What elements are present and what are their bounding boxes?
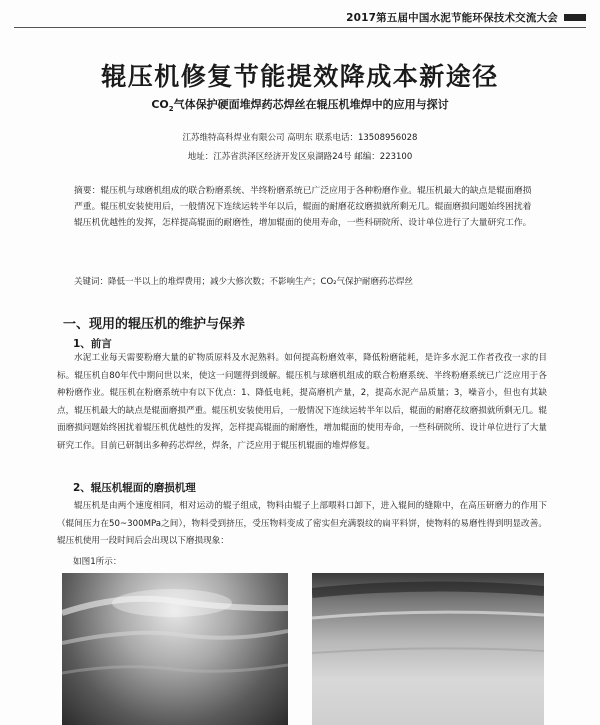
abstract: 摘要：辊压机与球磨机组成的联合粉磨系统、半终粉磨系统已广泛应用于各种粉磨作业。辊压机最大的缺点是辊面磨损严重。辊压机安装使用后，一般情况下连续运转半年以后，辊面的耐磨花纹磨损就所剩无几。辊面磨损问题始终困扰着辊压机优越性的发挥，怎样提高辊面的耐磨性，增加辊面的使用寿命，一些科研院所、设计单位进行了大量研究工作。 bbox=[74, 186, 532, 228]
header-rule bbox=[14, 27, 586, 28]
conference-title: 2017第五届中国水泥节能环保技术交流大会 bbox=[346, 12, 558, 24]
wear-paragraph: 辊压机是由两个速度相同，相对运动的辊子组成，物料由辊子上部喂料口卸下，进入辊间的缝隙中，在高压研磨力的作用下（辊间压力在50~300MPa之间），物料受到挤压，受压物料变成了密实但充满裂纹的扁平料饼，使物料的易磨性得到明显改善。辊压机使用一段时间后会出现以下磨损现象： bbox=[57, 501, 547, 547]
subtitle-prefix: CO bbox=[151, 98, 169, 111]
header-marker bbox=[564, 14, 586, 21]
subtitle-subscript: 2 bbox=[168, 105, 174, 114]
article-subtitle bbox=[0, 96, 600, 113]
section-heading: 一、现用的辊压机的维护与保养 bbox=[63, 317, 246, 332]
subtitle-rest: 气体保护硬面堆焊药芯焊丝在辊压机堆焊中的应用与探讨 bbox=[173, 98, 449, 111]
address-line: 地址：江苏省洪泽区经济开发区泉湖路24号 邮编：223100 bbox=[187, 152, 413, 162]
article-title: 辊压机修复节能提效降成本新途径 bbox=[101, 62, 499, 91]
conference-header bbox=[346, 10, 586, 25]
figure-label: 如图1所示： bbox=[73, 557, 122, 567]
keywords: 关键词：降低一半以上的堆焊费用；减少大修次数；不影响生产；CO₂气保护耐磨药芯焊丝 bbox=[74, 277, 414, 287]
roller-wear-photo-right bbox=[312, 573, 544, 725]
subsection-heading-wear: 2、辊压机辊面的磨损机理 bbox=[73, 482, 196, 494]
roller-wear-photo-left bbox=[62, 573, 288, 725]
intro-paragraph: 水泥工业每天需要粉磨大量的矿物质原料及水泥熟料。如何提高粉磨效率，降低粉磨能耗，是许多水泥工作者孜孜一求的目标。辊压机自80年代中期问世以来，使这一问题得到缓解。辊压机与球磨机组成的联合粉磨系统、半终粉磨系统已广泛应用于各种粉磨作业。辊压机在粉磨系统中有以下优点：1、降低电耗，提高磨机产量，2，提高水泥产品质量；3，噪音小，但也有其缺点，辊压机最大的缺点是辊面磨损严重。辊压机安装使用后，一般情况下连续运转半年以后，辊面的耐磨花纹磨损就所剩无几。辊面磨损问题始终困扰着辊压机优越性的发挥，怎样提高辊面的耐磨性，增加辊面的使用寿命，一些科研院所、设计单位进行了大量研究工作。目前已研制出多种药芯焊丝，焊条，广泛应用于辊压机辊面的堆焊修复。 bbox=[57, 353, 547, 451]
author-line: 江苏维特高科焊业有限公司 高明东 联系电话：13508956028 bbox=[182, 133, 418, 143]
subsection-heading-intro: 1、前言 bbox=[73, 338, 112, 350]
